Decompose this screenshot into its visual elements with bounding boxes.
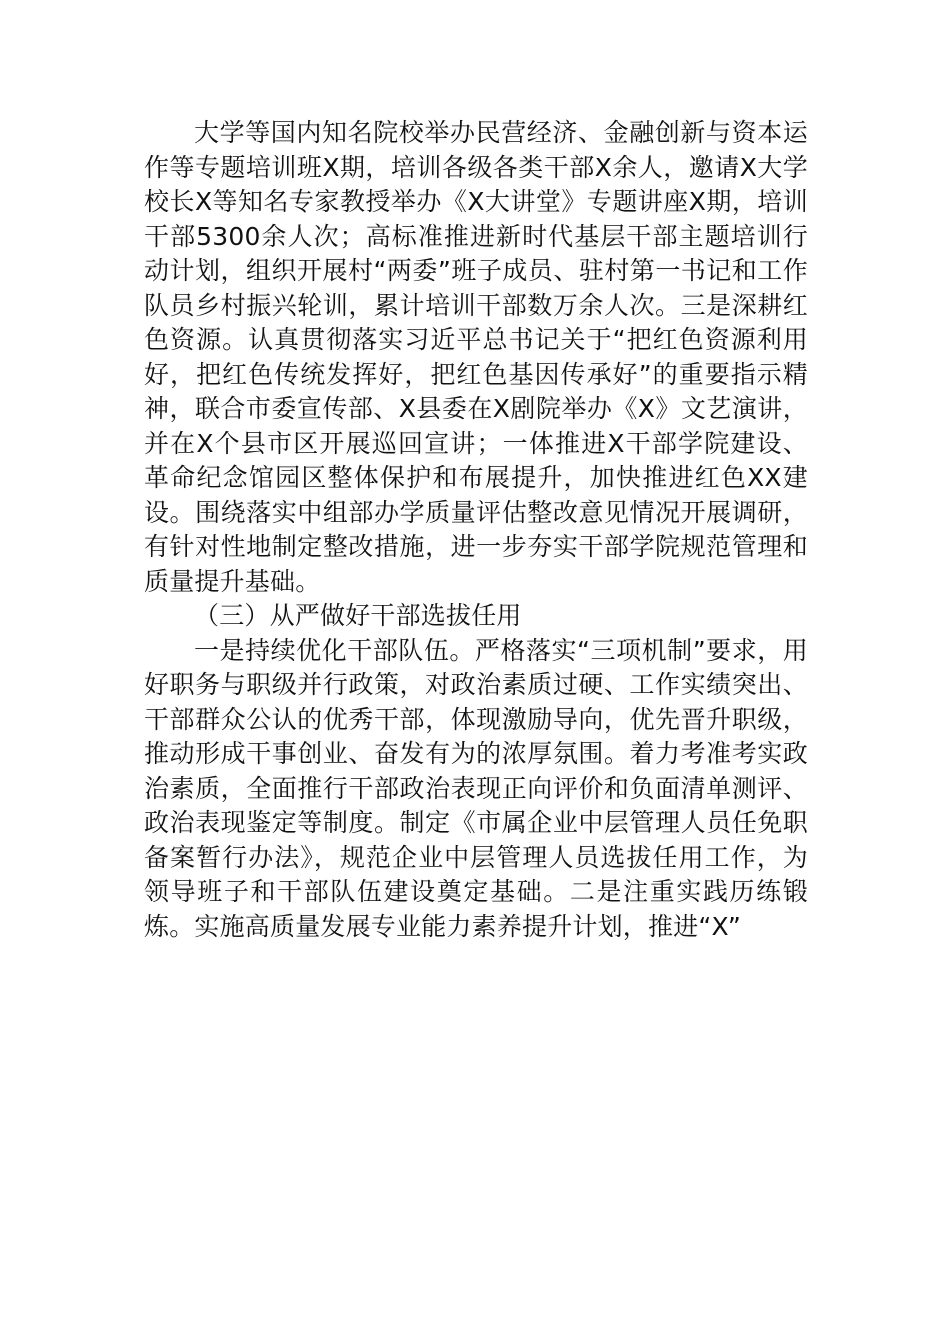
body-paragraph: 一是持续优化干部队伍。严格落实“三项机制”要求，用好职务与职级并行政策，对政治素质过硬、工作实绩突出、干部群众公认的优秀干部，体现激励导向，优先晋升职级，推动形成干事创业、奋发有为的浓厚氛围。着力考准考实政治素质，全面推行干部政治表现正向评价和负面清单测评、政治表现鉴定等制度。制定《市属企业中层管理人员任免职备案暂行办法》，规范企业中层管理人员选拔任用工作，为领导班子和干部队伍建设奠定基础。二是注重实践历练锻炼。实施高质量发展专业能力素养提升计划，推进“X” bbox=[144, 635, 808, 941]
document-body bbox=[144, 116, 808, 944]
section-heading: （三）从严做好干部选拔任用 bbox=[194, 601, 522, 630]
body-paragraph: 大学等国内知名院校举办民营经济、金融创新与资本运作等专题培训班X期，培训各级各类干部X余人，邀请X大学校长X等知名专家教授举办《X大讲堂》专题讲座X期，培训干部5300余人次；高标准推进新时代基层干部主题培训行动计划，组织开展村“两委”班子成员、驻村第一书记和工作队员乡村振兴轮训，累计培训干部数万余人次。三是深耕红色资源。认真贯彻落实习近平总书记关于“把红色资源利用好，把红色传统发挥好，把红色基因传承好”的重要指示精神，联合市委宣传部、X县委在X剧院举办《X》文艺演讲，并在X个县市区开展巡回宣讲；一体推进X干部学院建设、革命纪念馆园区整体保护和布展提升，加快推进红色XX建设。围绕落实中组部办学质量评估整改意见情况开展调研，有针对性地制定整改措施，进一步夯实干部学院规范管理和质量提升基础。 bbox=[144, 118, 808, 596]
